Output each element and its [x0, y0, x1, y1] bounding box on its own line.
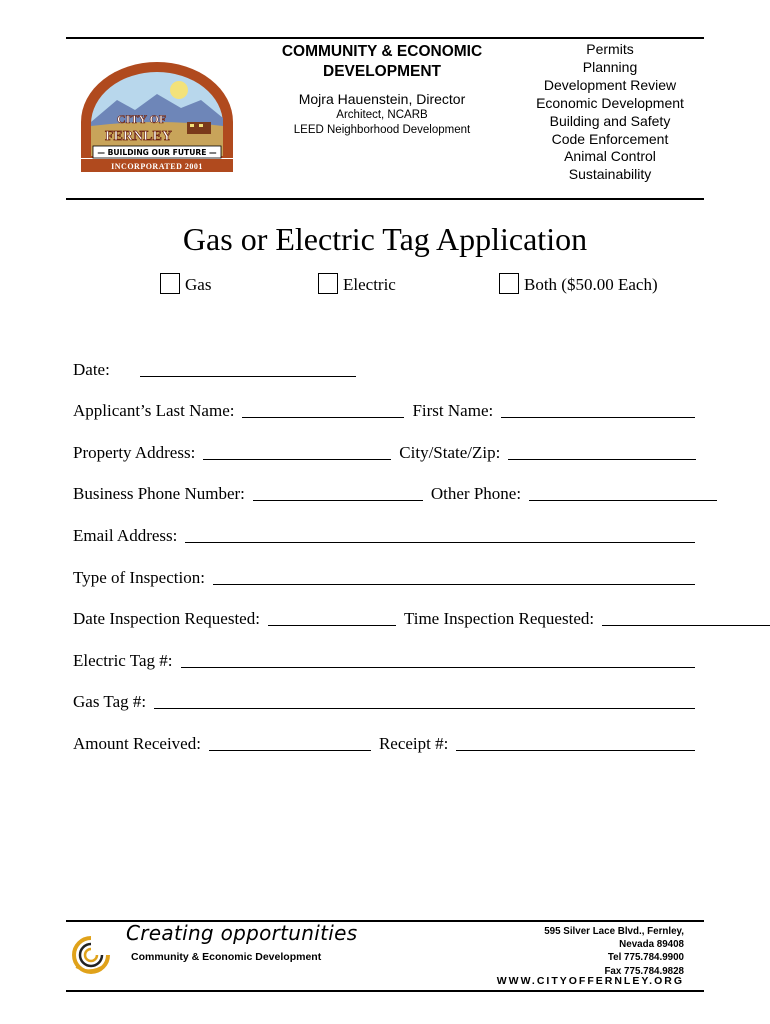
address-row	[73, 440, 695, 464]
service-item: Building and Safety	[549, 112, 671, 129]
department-header	[262, 42, 502, 138]
date-requested-label: Date Inspection Requested:	[73, 609, 260, 628]
inspection-type-field[interactable]	[213, 566, 695, 585]
electric-checkbox[interactable]	[318, 273, 338, 294]
department-name: COMMUNITY & ECONOMIC DEVELOPMENT	[281, 43, 483, 80]
receipt-field[interactable]	[456, 732, 695, 751]
both-option[interactable]	[499, 273, 658, 296]
last-name-label: Applicant’s Last Name:	[73, 401, 235, 420]
service-item: Economic Development	[536, 94, 684, 111]
website-link[interactable]: WWW.CITYOFFERNLEY.ORG	[496, 975, 684, 987]
service-item: Sustainability	[568, 166, 652, 183]
gas-tag-row	[73, 689, 695, 713]
payment-row	[73, 731, 695, 755]
first-name-label: First Name:	[412, 401, 494, 420]
name-row	[73, 398, 695, 422]
form-title: Gas or Electric Tag Application	[182, 221, 588, 257]
electric-option[interactable]	[318, 273, 396, 296]
service-item: Development Review	[543, 76, 677, 93]
other-phone-field[interactable]	[529, 482, 717, 501]
electric-tag-row	[73, 648, 695, 672]
receipt-label: Receipt #:	[378, 734, 449, 753]
property-address-field[interactable]	[203, 441, 391, 460]
logo-text-line-2: FERNLEY	[105, 129, 172, 144]
first-name-field[interactable]	[501, 399, 695, 418]
director-name: Mojra Hauenstein, Director	[298, 91, 466, 107]
email-field[interactable]	[185, 524, 695, 543]
service-item: Planning	[582, 58, 638, 75]
time-requested-field[interactable]	[602, 607, 770, 626]
date-row	[73, 357, 695, 381]
service-item: Animal Control	[564, 148, 656, 165]
services-list	[520, 41, 700, 184]
electric-tag-field[interactable]	[181, 649, 695, 668]
address-line: Nevada 89408	[619, 939, 684, 951]
inspection-type-label: Type of Inspection:	[73, 568, 205, 587]
footer-tagline: Creating opportunities	[126, 921, 358, 945]
director-credential: Architect, NCARB	[336, 109, 428, 121]
phone-row	[73, 481, 695, 505]
address-line: 595 Silver Lace Blvd., Fernley,	[544, 926, 684, 937]
business-phone-label: Business Phone Number:	[73, 484, 245, 503]
electric-label: Electric	[343, 275, 396, 294]
gas-option[interactable]	[160, 273, 211, 296]
service-item: Code Enforcement	[551, 130, 669, 147]
both-checkbox[interactable]	[499, 273, 519, 294]
city-state-zip-field[interactable]	[508, 441, 696, 460]
header-bottom-rule	[66, 198, 704, 200]
footer-bottom-rule	[66, 990, 704, 992]
amount-received-field[interactable]	[209, 732, 371, 751]
other-phone-label: Other Phone:	[430, 484, 522, 503]
date-field[interactable]	[140, 358, 356, 377]
email-row	[73, 523, 695, 547]
logo-text-line-1: CITY OF	[117, 112, 167, 126]
footer-department: Community & Economic Development	[131, 951, 322, 963]
email-label: Email Address:	[73, 526, 178, 545]
gas-label: Gas	[185, 275, 212, 294]
city-logo	[75, 60, 240, 178]
date-requested-field[interactable]	[268, 607, 396, 626]
amount-received-label: Amount Received:	[73, 734, 201, 753]
inspection-request-row	[73, 606, 695, 630]
telephone: Tel 775.784.9900	[607, 952, 684, 964]
swirl-logo-icon	[70, 934, 112, 976]
footer-contact	[470, 925, 684, 978]
inspection-type-row	[73, 565, 695, 589]
logo-incorporated-text: INCORPORATED 2001	[111, 162, 203, 171]
business-phone-field[interactable]	[253, 482, 423, 501]
gas-tag-label: Gas Tag #:	[73, 692, 147, 711]
gas-checkbox[interactable]	[160, 273, 180, 294]
city-state-zip-label: City/State/Zip:	[399, 443, 501, 462]
last-name-field[interactable]	[242, 399, 404, 418]
both-label: Both ($50.00 Each)	[524, 275, 658, 294]
logo-banner-text: — BUILDING OUR FUTURE —	[97, 148, 217, 157]
director-credential: LEED Neighborhood Development	[293, 124, 471, 136]
header-top-rule	[66, 37, 704, 39]
service-item: Permits	[586, 41, 634, 57]
date-label: Date:	[73, 360, 110, 379]
fax: Fax 775.784.9828	[604, 965, 684, 977]
gas-tag-field[interactable]	[154, 690, 695, 709]
time-requested-label: Time Inspection Requested:	[403, 609, 595, 628]
property-address-label: Property Address:	[73, 443, 196, 462]
electric-tag-label: Electric Tag #:	[73, 651, 173, 670]
